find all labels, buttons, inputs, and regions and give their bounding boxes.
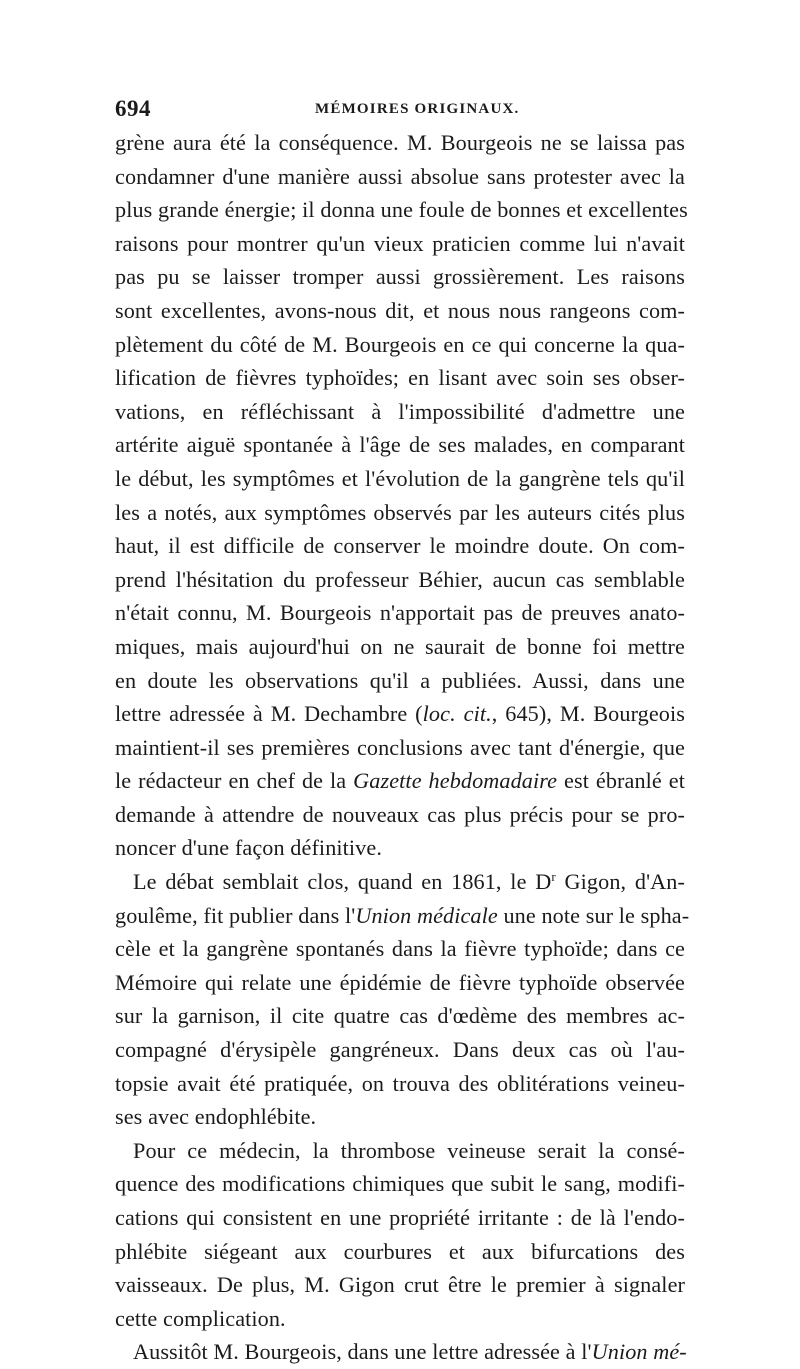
text-line: sur la garnison, il cite quatre cas d'œdème des membres ac- bbox=[115, 1003, 685, 1029]
text-line: compagné d'érysipèle gangréneux. Dans deux cas où l'au- bbox=[115, 1037, 685, 1063]
text-line: cations qui consistent en une propriété irritante : de là l'endo- bbox=[115, 1205, 685, 1230]
journal-title-italic: Union mé- bbox=[591, 1339, 687, 1365]
text-line bbox=[115, 764, 685, 798]
text-segment: une note sur le spha- bbox=[497, 902, 690, 928]
text-line: cèle et la gangrène spontanés dans la fièvre typhoïde; dans ce bbox=[115, 936, 685, 962]
text-line: miques, mais aujourd'hui on ne saurait de bonne foi mettre bbox=[115, 633, 685, 659]
text-line bbox=[115, 899, 690, 933]
text-line: demande à attendre de nouveaux cas plus précis pour se pro- bbox=[115, 801, 685, 827]
text-segment: le rédacteur en chef de la bbox=[115, 768, 354, 794]
text-line: Pour ce médecin, la thrombose veineuse serait la consé- bbox=[133, 1137, 685, 1163]
text-line: Mémoire qui relate une épidémie de fièvre typhoïde observée bbox=[115, 969, 685, 995]
text-line: n'était connu, M. Bourgeois n'apportait pas de preuves anato- bbox=[115, 600, 685, 626]
text-segment: , 645), M. Bourgeois bbox=[491, 701, 685, 727]
text-line bbox=[115, 865, 685, 899]
text-segment: Gigon, d'An- bbox=[555, 869, 685, 895]
text-segment: lettre adressée à M. Dechambre ( bbox=[115, 701, 423, 727]
text-line bbox=[115, 1335, 685, 1369]
citation-italic: loc. cit. bbox=[422, 701, 492, 727]
text-line: raisons pour montrer qu'un vieux praticien comme lui n'avait bbox=[115, 230, 685, 256]
text-line: lification de fièvres typhoïdes; en lisant avec soin ses obser- bbox=[115, 365, 685, 391]
text-line: prend l'hésitation du professeur Béhier, aucun cas semblable bbox=[115, 566, 685, 592]
text-line: les a notés, aux symptômes observés par les auteurs cités plus bbox=[115, 499, 685, 525]
text-line: haut, il est difficile de conserver le moindre doute. On com- bbox=[115, 533, 685, 559]
text-segment: Le débat semblait clos, quand en 1861, le D bbox=[133, 869, 552, 895]
superscript: r bbox=[551, 869, 556, 885]
page-number: 694 bbox=[115, 96, 151, 121]
text-line: sont excellentes, avons-nous dit, et nous nous rangeons com- bbox=[115, 297, 685, 323]
text-line: phlébite siégeant aux courbures et aux bifurcations des bbox=[115, 1238, 685, 1264]
journal-title-italic: Union médicale bbox=[355, 902, 498, 928]
text-line: quence des modifications chimiques que subit le sang, modifi- bbox=[115, 1171, 685, 1197]
text-segment: est ébranlé et bbox=[557, 768, 685, 794]
text-line: vaisseaux. De plus, M. Gigon crut être le premier à signaler bbox=[115, 1272, 685, 1298]
text-segment: Aussitôt M. Bourgeois, dans une lettre adressée à l' bbox=[133, 1339, 592, 1365]
text-line: ses avec endophlébite. bbox=[115, 1104, 317, 1130]
text-line: artérite aiguë spontanée à l'âge de ses malades, en comparant bbox=[115, 432, 685, 458]
body-text bbox=[115, 126, 690, 1369]
text-segment: goulême, fit publier dans l' bbox=[115, 902, 356, 928]
text-line: topsie avait été pratiquée, on trouva des oblitérations veineu- bbox=[115, 1070, 685, 1096]
running-title: MÉMOIRES ORIGINAUX. bbox=[315, 101, 520, 117]
text-line bbox=[115, 697, 685, 731]
journal-title-italic: Gazette hebdomadaire bbox=[353, 768, 558, 794]
text-line: en doute les observations qu'il a publiées. Aussi, dans une bbox=[115, 667, 685, 693]
text-line: le début, les symptômes et l'évolution de la gangrène tels qu'il bbox=[115, 465, 685, 491]
text-line: plus grande énergie; il donna une foule de bonnes et excellentes bbox=[115, 197, 688, 223]
text-line: plètement du côté de M. Bourgeois en ce qui concerne la qua- bbox=[115, 331, 685, 357]
text-line: vations, en réfléchissant à l'impossibilité d'admettre une bbox=[115, 398, 685, 424]
running-head bbox=[115, 96, 685, 126]
text-line: noncer d'une façon définitive. bbox=[115, 835, 382, 861]
text-line: pas pu se laisser tromper aussi grossièrement. Les raisons bbox=[115, 264, 685, 290]
text-line: maintient-il ses premières conclusions avec tant d'énergie, que bbox=[115, 734, 685, 760]
text-line: cette complication. bbox=[115, 1305, 286, 1331]
text-line: grène aura été la conséquence. M. Bourgeois ne se laissa pas bbox=[115, 130, 685, 155]
text-line: condamner d'une manière aussi absolue sans protester avec la bbox=[115, 163, 685, 189]
